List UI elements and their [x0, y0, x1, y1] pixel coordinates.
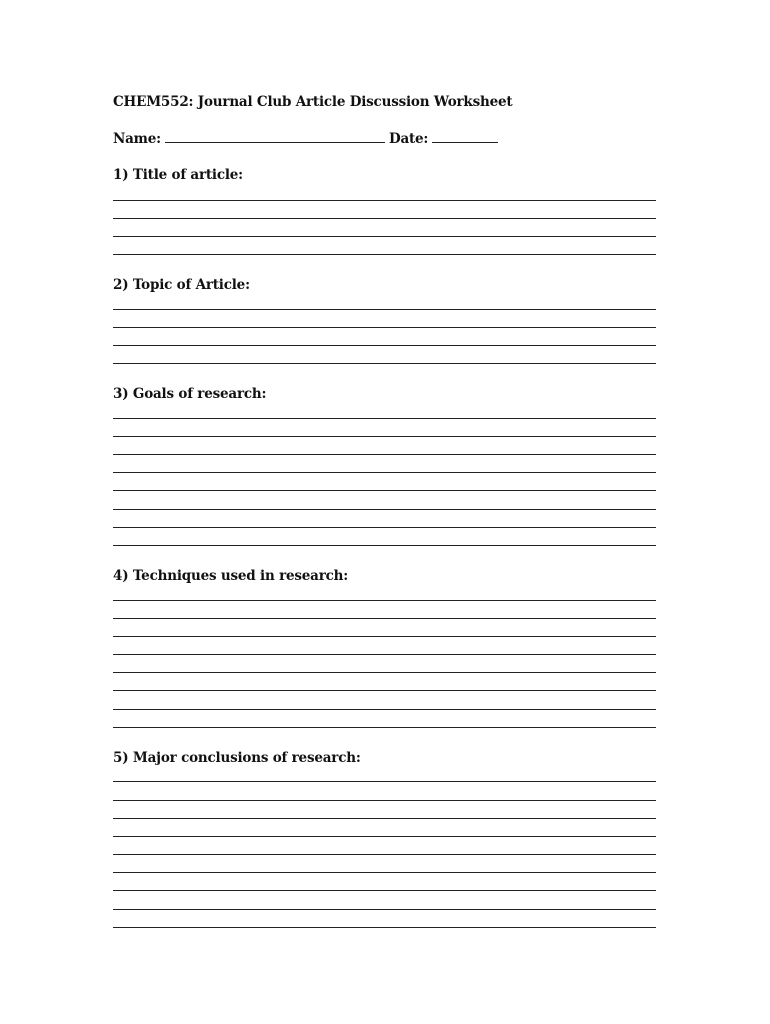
answer-line[interactable] — [113, 672, 656, 673]
answer-line[interactable] — [113, 309, 656, 310]
section-4-label: 4) Techniques used in research: — [113, 568, 349, 584]
answer-line[interactable] — [113, 818, 656, 819]
answer-line[interactable] — [113, 727, 656, 728]
answer-line[interactable] — [113, 636, 656, 637]
answer-line[interactable] — [113, 527, 656, 528]
answer-line[interactable] — [113, 709, 656, 710]
answer-line[interactable] — [113, 800, 656, 801]
answer-line[interactable] — [113, 890, 656, 891]
answer-line[interactable] — [113, 490, 656, 491]
section-1-label: 1) Title of article: — [113, 167, 243, 183]
answer-line[interactable] — [113, 872, 656, 873]
answer-line[interactable] — [113, 236, 656, 237]
answer-line[interactable] — [113, 363, 656, 364]
answer-line[interactable] — [113, 254, 656, 255]
answer-line[interactable] — [113, 690, 656, 691]
worksheet-title: CHEM552: Journal Club Article Discussion Worksheet — [113, 94, 513, 110]
answer-line[interactable] — [113, 218, 656, 219]
name-blank[interactable] — [165, 130, 385, 143]
answer-line[interactable] — [113, 909, 656, 910]
section-5-label: 5) Major conclusions of research: — [113, 750, 361, 766]
section-3-label: 3) Goals of research: — [113, 386, 267, 402]
answer-line[interactable] — [113, 327, 656, 328]
answer-line[interactable] — [113, 200, 656, 201]
name-label: Name: — [113, 131, 161, 147]
answer-line[interactable] — [113, 545, 656, 546]
date-blank[interactable] — [432, 130, 498, 143]
answer-line[interactable] — [113, 345, 656, 346]
answer-line[interactable] — [113, 472, 656, 473]
answer-line[interactable] — [113, 436, 656, 437]
answer-line[interactable] — [113, 418, 656, 419]
answer-line[interactable] — [113, 836, 656, 837]
answer-line[interactable] — [113, 618, 656, 619]
answer-line[interactable] — [113, 600, 656, 601]
answer-line[interactable] — [113, 454, 656, 455]
answer-line[interactable] — [113, 509, 656, 510]
answer-line[interactable] — [113, 781, 656, 782]
answer-line[interactable] — [113, 854, 656, 855]
section-2-label: 2) Topic of Article: — [113, 277, 250, 293]
date-label: Date: — [388, 131, 429, 147]
name-date-row — [113, 130, 498, 147]
answer-line[interactable] — [113, 927, 656, 928]
answer-line[interactable] — [113, 654, 656, 655]
